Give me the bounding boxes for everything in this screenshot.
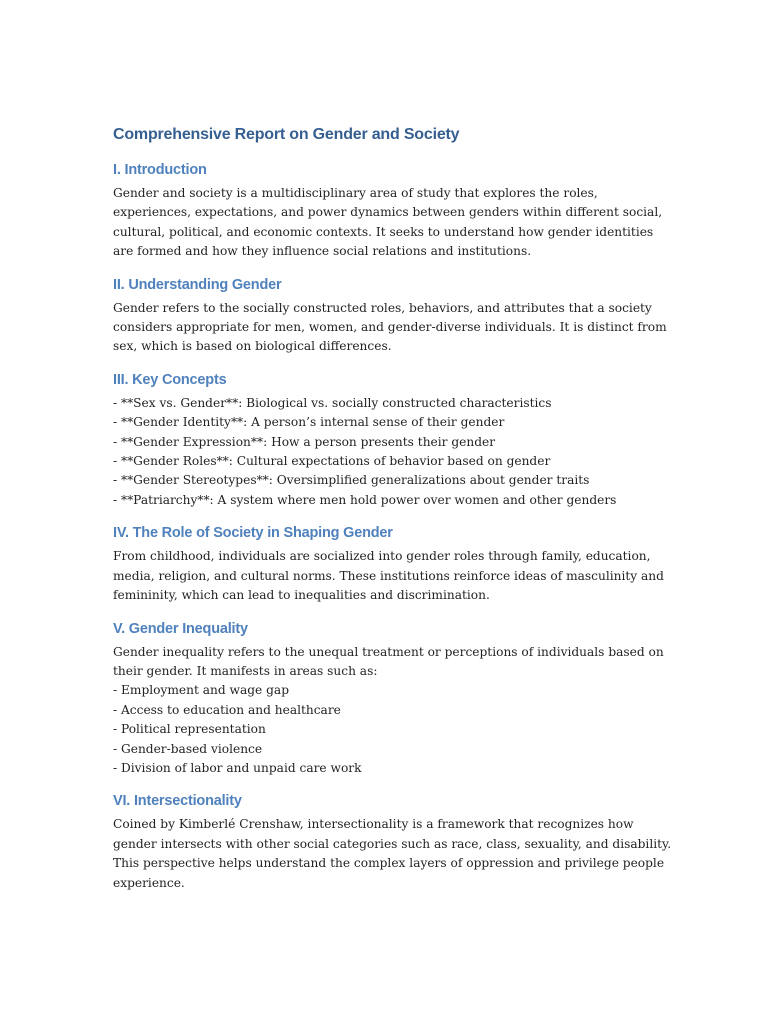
list-item: - **Gender Expression**: How a person presents their gender	[113, 434, 496, 449]
section-heading: II. Understanding Gender	[113, 276, 282, 293]
section-key-concepts	[113, 370, 673, 510]
key-concepts-list	[113, 394, 673, 510]
section-heading: V. Gender Inequality	[113, 620, 248, 637]
section-gender-inequality	[113, 619, 673, 779]
paragraph: Gender and society is a multidisciplinary area of study that explores the roles, experiences, expectations, and power dynamics between genders within different social, cultural, political, and economic contexts. It seeks to understand how gender identities are formed and how they influence social relations and institutions.	[113, 186, 663, 259]
section-heading: III. Key Concepts	[113, 371, 227, 388]
section-understanding-gender	[113, 275, 673, 357]
section-role-of-society	[113, 523, 673, 605]
list-item: - **Gender Stereotypes**: Oversimplified generalizations about gender traits	[113, 473, 590, 488]
list-item: - Gender-based violence	[113, 741, 263, 756]
list-item: - Employment and wage gap	[113, 683, 290, 698]
paragraph: Gender inequality refers to the unequal treatment or perceptions of individuals based on their gender. It manifests in areas such as:	[113, 644, 664, 678]
list-item: - Division of labor and unpaid care work	[113, 760, 362, 775]
document-title: Comprehensive Report on Gender and Society	[113, 126, 460, 143]
paragraph: Gender refers to the socially constructed roles, behaviors, and attributes that a society considers appropriate for men, women, and gender-diverse individuals. It is distinct from sex, which is based on biological differences.	[113, 300, 667, 354]
list-item: - **Gender Identity**: A person’s internal sense of their gender	[113, 415, 505, 430]
list-item: - Access to education and healthcare	[113, 702, 341, 717]
document-page	[113, 124, 673, 906]
paragraph: Coined by Kimberlé Crenshaw, intersectionality is a framework that recognizes how gender intersects with other social categories such as race, class, sexuality, and disability. This perspective helps understand the complex layers of oppression and privilege people experience.	[113, 817, 672, 890]
list-item: - Political representation	[113, 722, 266, 737]
paragraph: From childhood, individuals are socialized into gender roles through family, education, media, religion, and cultural norms. These institutions reinforce ideas of masculinity and femininity, which can lead to inequalities and discrimination.	[113, 549, 664, 603]
section-heading: VI. Intersectionality	[113, 793, 242, 810]
section-intersectionality	[113, 791, 673, 893]
list-item: - **Gender Roles**: Cultural expectations of behavior based on gender	[113, 454, 551, 469]
list-item: - **Sex vs. Gender**: Biological vs. socially constructed characteristics	[113, 395, 552, 410]
section-introduction	[113, 160, 673, 262]
section-heading: IV. The Role of Society in Shaping Gender	[113, 525, 393, 542]
section-heading: I. Introduction	[113, 162, 207, 178]
list-item: - **Patriarchy**: A system where men hold power over women and other genders	[113, 492, 617, 507]
inequality-areas-list	[113, 681, 673, 778]
